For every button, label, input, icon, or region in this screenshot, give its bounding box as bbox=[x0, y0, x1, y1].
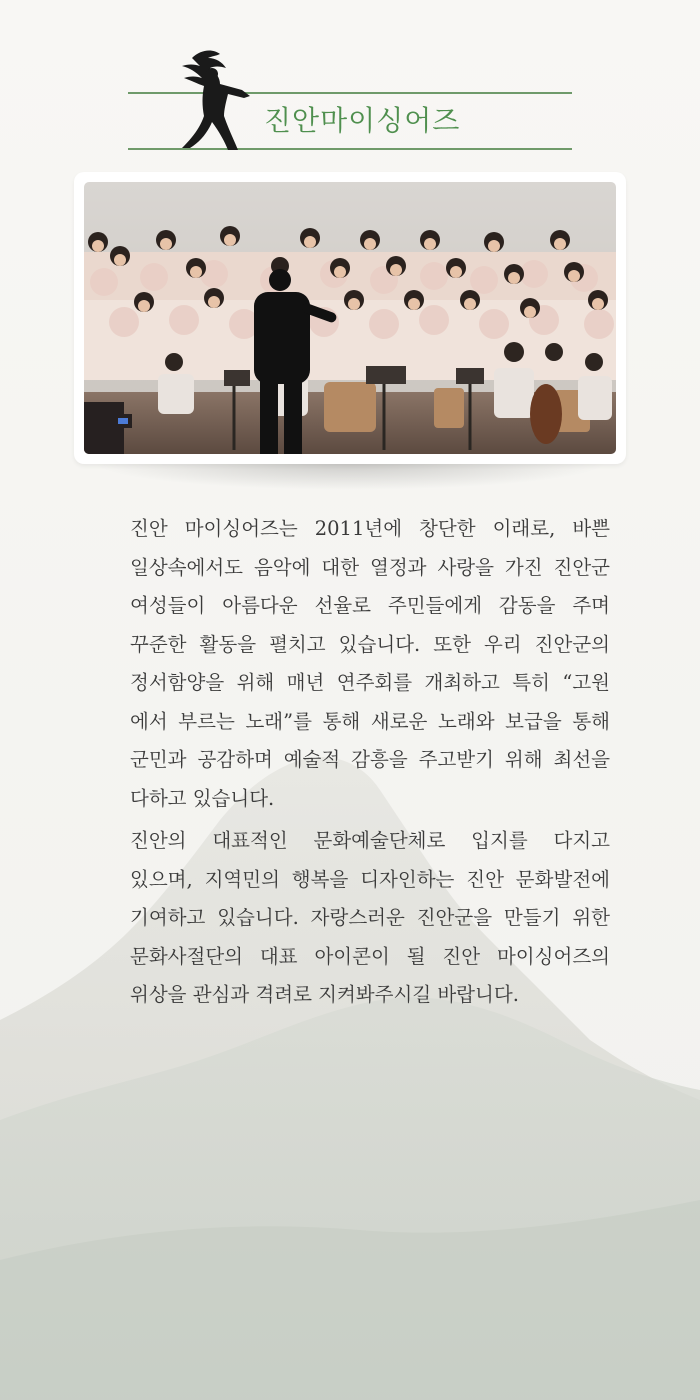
line: 문화사절단의 대표 아이콘이 될 진안 마이싱어즈의 bbox=[130, 944, 610, 968]
line: 여성들이 아름다운 선율로 주민들에게 감동을 주며 bbox=[130, 594, 610, 617]
line: 진안 마이싱어즈는 2011년에 창단한 이래로, 바쁜 bbox=[130, 517, 610, 540]
intro-text bbox=[120, 510, 610, 1015]
line: 일상속에서도 음악에 대한 열정과 사랑을 가진 진안군 bbox=[130, 555, 610, 579]
line: 꾸준한 활동을 펼치고 있습니다. 또한 우리 진안군의 bbox=[130, 632, 610, 656]
line: 위상을 관심과 격려로 지켜봐주시길 바랍니다. bbox=[130, 983, 519, 1006]
singer-silhouette-icon bbox=[172, 44, 256, 154]
line: 에서 부르는 노래”를 통해 새로운 노래와 보급을 통해 bbox=[130, 709, 610, 733]
line: 정서함양을 위해 매년 연주회를 개최하고 특히 “고원 bbox=[130, 671, 610, 694]
page-title: 진안마이싱어즈 bbox=[264, 104, 461, 137]
line: 군민과 공감하며 예술적 감흥을 주고받기 위해 최선을 bbox=[130, 748, 610, 771]
line: 기여하고 있습니다. 자랑스러운 진안군을 만들기 위한 bbox=[130, 906, 610, 929]
paragraph-2 bbox=[120, 822, 610, 1015]
line: 있으며, 지역민의 행복을 디자인하는 진안 문화발전에 bbox=[130, 867, 610, 891]
line: 다하고 있습니다. bbox=[130, 786, 275, 810]
page-header bbox=[0, 0, 700, 170]
choir-performance-photo bbox=[84, 182, 616, 454]
photo-drop-shadow bbox=[90, 462, 610, 490]
paragraph-1 bbox=[120, 510, 610, 818]
line: 진안의 대표적인 문화예술단체로 입지를 다지고 bbox=[130, 829, 610, 852]
photo-frame bbox=[74, 172, 626, 464]
